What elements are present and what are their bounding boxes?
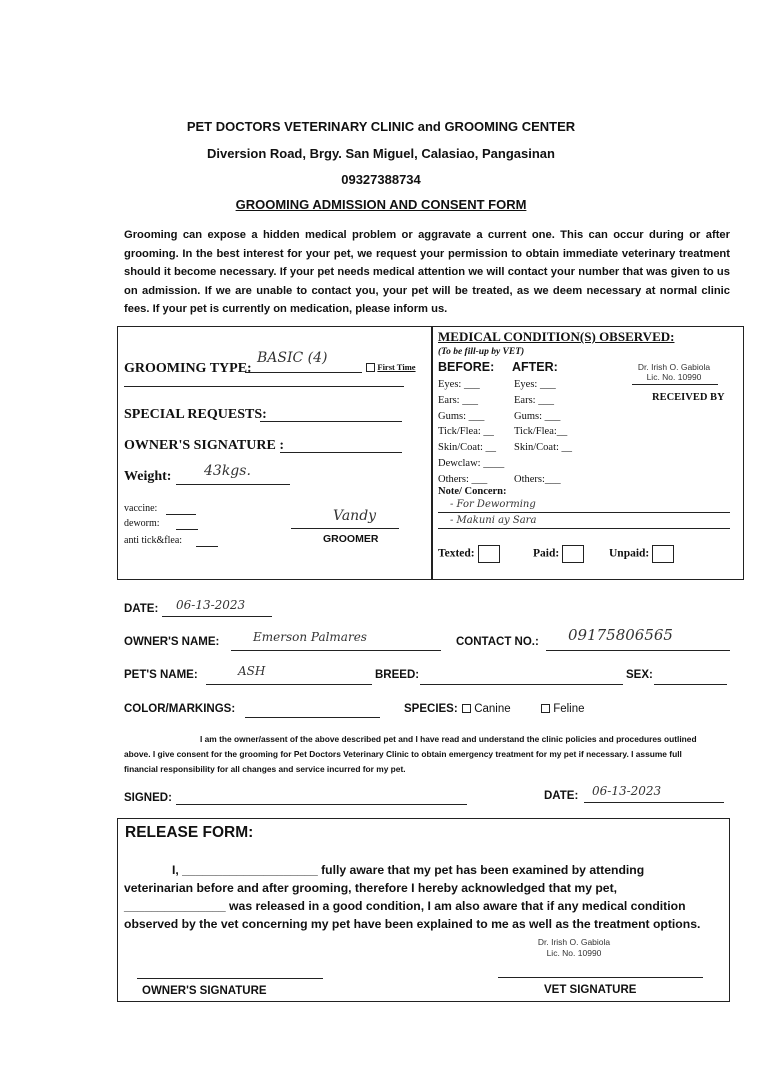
grooming-type-line-2 xyxy=(124,386,404,387)
breed-field[interactable] xyxy=(420,666,623,685)
species-label: SPECIES: xyxy=(404,703,458,715)
contact-field[interactable]: 09175806565 xyxy=(546,630,730,651)
received-by-label: RECEIVED BY xyxy=(652,392,725,403)
signed-field[interactable] xyxy=(176,786,467,805)
clinic-address: Diversion Road, Brgy. San Miguel, Calasiao, Pangasinan xyxy=(207,146,555,161)
sex-label: SEX: xyxy=(626,669,653,681)
after-item[interactable]: Tick/Flea:__ xyxy=(514,426,568,438)
after-item[interactable]: Skin/Coat: __ xyxy=(514,442,573,454)
unpaid-option[interactable]: Unpaid: xyxy=(609,545,674,563)
before-item[interactable]: Eyes: ___ xyxy=(438,379,480,390)
before-item[interactable]: Others: ___ xyxy=(438,473,488,485)
before-item[interactable]: Dewclaw: ____ xyxy=(438,457,505,469)
after-item[interactable]: Others:___ xyxy=(514,473,561,485)
owner-name-label: OWNER'S NAME: xyxy=(124,636,220,648)
before-item[interactable]: Skin/Coat: __ xyxy=(438,442,497,454)
anti-tick-label: anti tick&flea: xyxy=(124,535,183,546)
note-line-2[interactable]: - Makuni ay Sara xyxy=(438,514,730,529)
vaccine-field[interactable] xyxy=(166,502,196,515)
release-text: I, ____________________ fully aware that my pet has been examined by attending veterinarian before and after grooming, therefore I hereby acknowledged that my pet, _______________ was released in a good condition, I am also aware that if any medical condition observed by the vet concerning my pet have been explained to me as well as the treatment options. xyxy=(124,863,701,931)
received-by-line xyxy=(632,384,718,385)
after-list xyxy=(514,377,572,488)
after-item[interactable]: Gums: ___ xyxy=(514,410,561,422)
before-item[interactable]: Ears: ___ xyxy=(438,394,478,406)
consent-text: I am the owner/assent of the above described pet and I have read and understand the clinic policies and procedures outlined above. I give consent for the grooming for Pet Doctors Veterinary Clinic to obtain emergency treatment for my pet if necessary. I assume full financial responsibility for all changes and service incurred for my pet. xyxy=(124,734,697,774)
paid-checkbox[interactable] xyxy=(562,545,584,563)
clinic-name: PET DOCTORS VETERINARY CLINIC and GROOMING CENTER xyxy=(186,119,576,134)
weight-field[interactable]: 43kgs. xyxy=(176,466,290,485)
signed-label: SIGNED: xyxy=(124,792,172,804)
breed-label: BREED: xyxy=(375,669,420,681)
before-item[interactable]: Tick/Flea: __ xyxy=(438,426,494,438)
special-requests-label: SPECIAL REQUESTS: xyxy=(124,407,267,422)
canine-checkbox[interactable] xyxy=(462,704,471,713)
before-label: BEFORE: xyxy=(438,360,495,374)
color-markings-label: COLOR/MARKINGS: xyxy=(124,703,236,715)
contact-label: CONTACT NO.: xyxy=(456,636,539,648)
color-markings-field[interactable] xyxy=(245,699,380,718)
owner-name-field[interactable]: Emerson Palmares xyxy=(231,632,441,651)
vaccine-label: vaccine: xyxy=(124,503,158,514)
texted-option[interactable]: Texted: xyxy=(438,545,500,563)
paid-option[interactable]: Paid: xyxy=(533,545,584,563)
after-item[interactable]: Eyes: ___ xyxy=(514,379,556,390)
special-requests-field[interactable] xyxy=(260,405,402,422)
weight-label: Weight: xyxy=(124,469,172,484)
date-field[interactable]: 06-13-2023 xyxy=(162,598,272,617)
unpaid-checkbox[interactable] xyxy=(652,545,674,563)
groomer-label: GROOMER xyxy=(323,533,379,545)
pet-name-label: PET'S NAME: xyxy=(124,669,198,681)
owner-signature-field[interactable] xyxy=(280,436,402,453)
release-title: RELEASE FORM: xyxy=(125,824,254,841)
sex-field[interactable] xyxy=(654,666,727,685)
medical-subtitle: (To be fill-up by VET) xyxy=(438,347,525,357)
clinic-phone: 09327388734 xyxy=(341,172,421,187)
canine-option[interactable]: Canine xyxy=(462,703,511,715)
note-label: Note/ Concern: xyxy=(438,486,507,497)
before-list xyxy=(438,377,504,488)
pet-name-field[interactable]: ASH xyxy=(206,666,372,685)
date-label: DATE: xyxy=(124,603,159,615)
intro-paragraph: Grooming can expose a hidden medical problem or aggravate a current one. This can occur during or after grooming. In the best interest for your pet, we request your permission to obtain immediate veterinary treatment should it become necessary. If your pet needs medical attention we will contact your number that was given to us on admission. If we are unable to contact you, your pet will be treated, as we deem necessary at normal clinic fees. If your pet is currently on medication, please inform us. xyxy=(124,229,730,316)
owner-signature-line[interactable] xyxy=(137,978,323,979)
vet-stamp: Dr. Irish O. Gabiola Lic. No. 10990 xyxy=(637,362,711,382)
before-item[interactable]: Gums: ___ xyxy=(438,410,485,422)
grooming-type-field[interactable]: BASIC (4) xyxy=(245,356,362,373)
form-title: GROOMING ADMISSION AND CONSENT FORM xyxy=(235,197,527,212)
box-divider xyxy=(431,327,433,579)
groomer-field[interactable]: Vandy xyxy=(291,508,399,529)
owner-signature-label: OWNER'S SIGNATURE : xyxy=(124,438,284,453)
deworm-field[interactable] xyxy=(176,517,198,530)
vet-signature-line[interactable] xyxy=(498,977,703,978)
consent-date-field[interactable]: 06-13-2023 xyxy=(584,784,724,803)
after-item[interactable]: Ears: ___ xyxy=(514,394,554,406)
release-owner-sig-label: OWNER'S SIGNATURE xyxy=(142,985,267,997)
release-vet-stamp: Dr. Irish O. Gabiola Lic. No. 10990 xyxy=(537,937,611,958)
texted-checkbox[interactable] xyxy=(478,545,500,563)
feline-checkbox[interactable] xyxy=(541,704,550,713)
note-line-1[interactable]: - For Deworming xyxy=(438,498,730,513)
release-vet-sig-label: VET SIGNATURE xyxy=(544,984,637,996)
deworm-label: deworm: xyxy=(124,518,160,529)
feline-option[interactable]: Feline xyxy=(541,703,585,715)
consent-date-label: DATE: xyxy=(544,790,579,802)
first-time-option[interactable]: First Time xyxy=(366,362,416,372)
after-label: AFTER: xyxy=(512,360,558,374)
medical-title: MEDICAL CONDITION(S) OBSERVED: xyxy=(438,329,675,344)
grooming-type-label: GROOMING TYPE: xyxy=(124,361,252,376)
first-time-checkbox[interactable] xyxy=(366,363,375,372)
anti-tick-field[interactable] xyxy=(196,534,218,547)
